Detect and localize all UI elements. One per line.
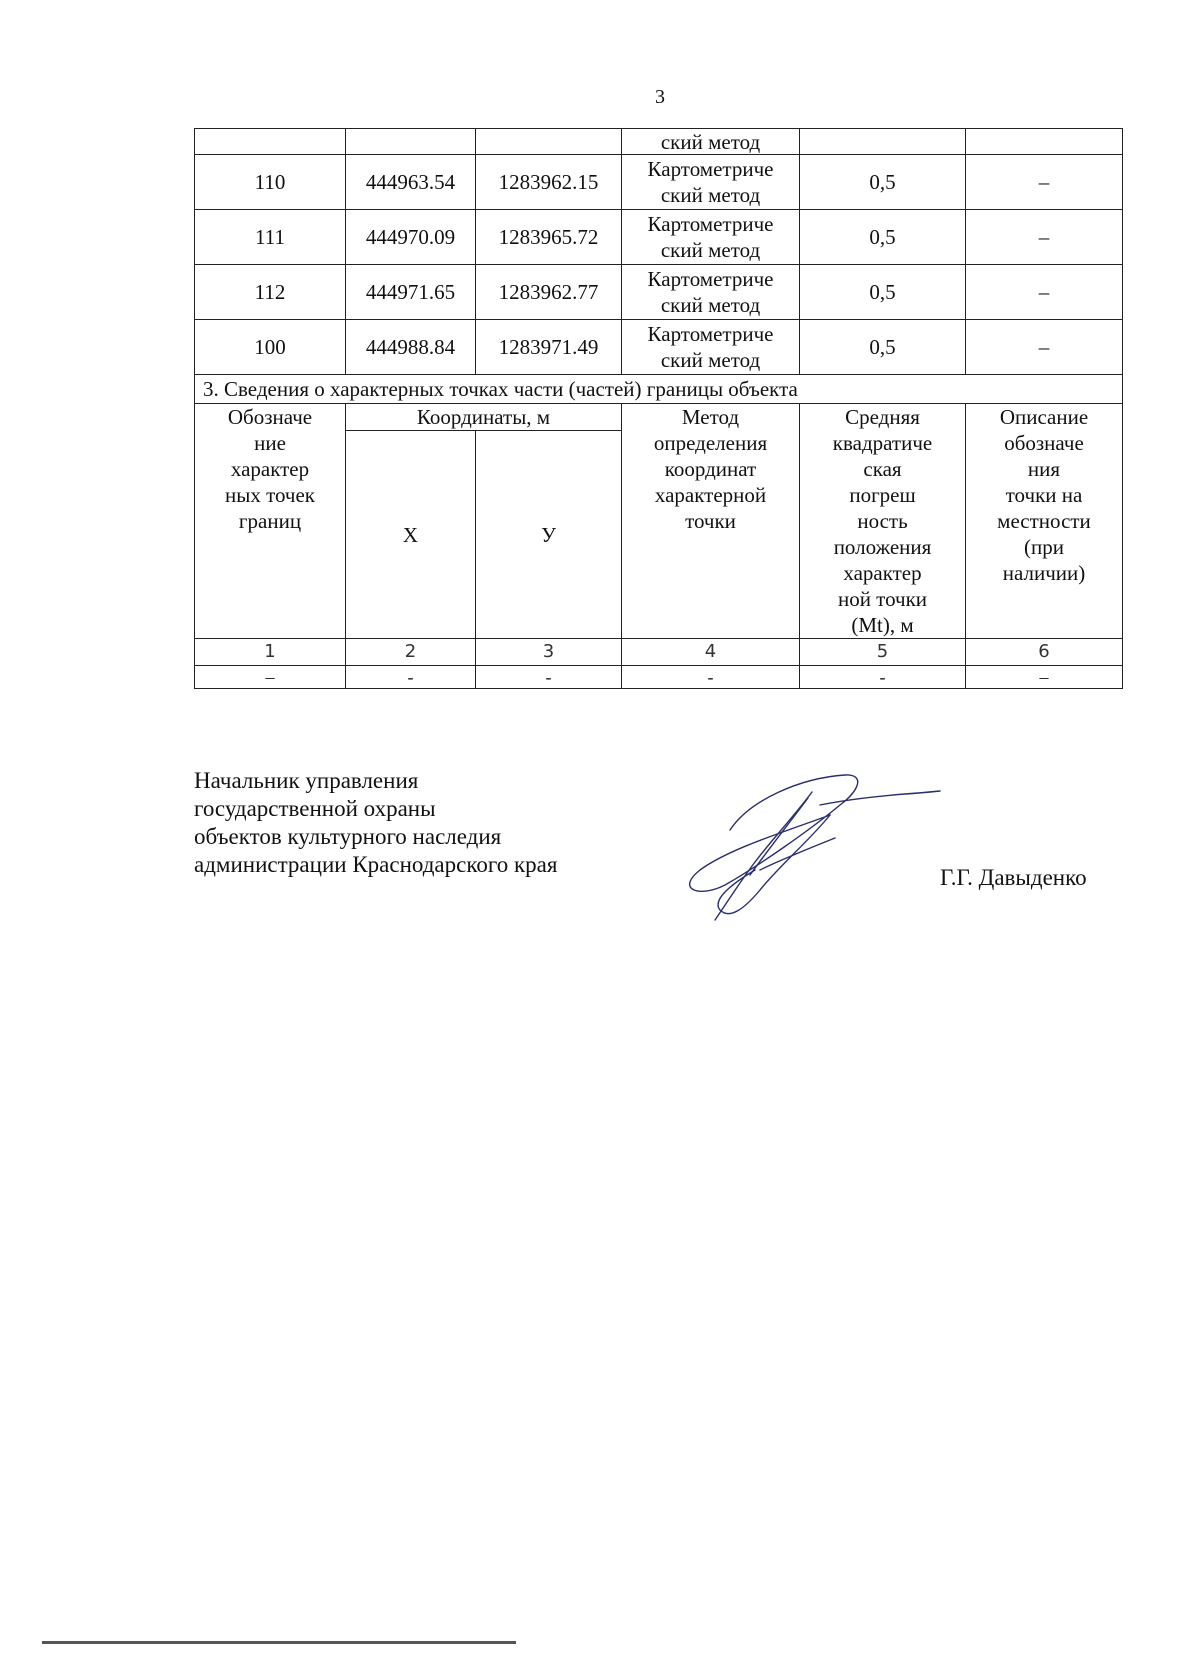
x-cell: 444971.65 [346, 265, 476, 320]
column-number: 6 [966, 639, 1123, 666]
point-cell: 100 [195, 320, 346, 375]
y-cell: 1283965.72 [476, 210, 622, 265]
table-row [195, 265, 1123, 320]
section-title: 3. Сведения о характерных точках части (частей) границы объекта [195, 375, 1123, 404]
header-line: ных точек [224, 483, 316, 507]
method-cell [622, 265, 800, 320]
column-number: 3 [476, 639, 622, 666]
header-line: точки на [1005, 483, 1083, 507]
empty-data-row [195, 666, 1123, 689]
table-cell: ский метод [622, 129, 800, 155]
header-line: (при [1024, 535, 1064, 559]
signatory-name: Г.Г. Давыденко [940, 865, 1087, 890]
table-cell: - [346, 666, 476, 689]
header-line: положения [833, 535, 932, 559]
table-row [195, 155, 1123, 210]
column-number-row [195, 639, 1123, 666]
method-cell [622, 320, 800, 375]
error-cell: 0,5 [800, 155, 966, 210]
footer-divider [42, 1641, 516, 1644]
error-cell: 0,5 [800, 320, 966, 375]
column-number: 2 [346, 639, 476, 666]
header-line: Описание [999, 405, 1089, 429]
header-line: Средняя [845, 405, 920, 429]
header-line: ния [1027, 457, 1061, 481]
header-x: X [346, 431, 476, 639]
table-row [195, 210, 1123, 265]
handwritten-signature [660, 770, 960, 930]
table-cell: – [966, 666, 1123, 689]
table-cell: – [195, 666, 346, 689]
header-line: ность [857, 509, 908, 533]
method-line: Картометриче [647, 157, 774, 181]
table-cell: - [476, 666, 622, 689]
header-error [800, 404, 966, 639]
method-line: Картометриче [647, 267, 774, 291]
page-number: 3 [655, 86, 665, 108]
header-line: ская [863, 457, 902, 481]
point-cell: 111 [195, 210, 346, 265]
header-line: наличии) [1002, 561, 1086, 585]
header-coordinates: Координаты, м [346, 404, 622, 431]
header-line: определения [653, 431, 768, 455]
x-cell: 444963.54 [346, 155, 476, 210]
header-line: (Mt), м [851, 613, 914, 637]
signatory-position [194, 767, 557, 879]
position-line: администрации Краснодарского края [194, 852, 558, 877]
point-cell: 112 [195, 265, 346, 320]
method-line: ский метод [660, 183, 761, 207]
header-line: границ [238, 509, 302, 533]
header-line: квадратиче [832, 431, 933, 455]
header-line: координат [664, 457, 757, 481]
header-line: местности [997, 509, 1091, 533]
desc-cell: – [966, 265, 1123, 320]
header-line: характерной [654, 483, 767, 507]
section-title-row [195, 375, 1123, 404]
header-line: точки [685, 509, 736, 533]
error-cell: 0,5 [800, 210, 966, 265]
header-method [622, 404, 800, 639]
table-cell [346, 129, 476, 155]
header-line: характер [843, 561, 922, 585]
method-line: ский метод [660, 348, 761, 372]
header-line: Обозначе [227, 405, 313, 429]
method-line: ский метод [660, 293, 761, 317]
header-line: характер [230, 457, 310, 481]
header-point [195, 404, 346, 639]
header-y: У [476, 431, 622, 639]
method-line: Картометриче [647, 322, 774, 346]
x-cell: 444988.84 [346, 320, 476, 375]
header-line: погреш [849, 483, 916, 507]
desc-cell: – [966, 320, 1123, 375]
column-number: 1 [195, 639, 346, 666]
header-line: ние [254, 431, 286, 455]
table-cell [800, 129, 966, 155]
method-cell [622, 210, 800, 265]
header-description [966, 404, 1123, 639]
point-cell: 110 [195, 155, 346, 210]
y-cell: 1283962.77 [476, 265, 622, 320]
table-cell: - [800, 666, 966, 689]
table-cell [195, 129, 346, 155]
position-line: государственной охраны [194, 796, 436, 821]
column-number: 4 [622, 639, 800, 666]
y-cell: 1283971.49 [476, 320, 622, 375]
table-cell [476, 129, 622, 155]
header-line: Метод [681, 405, 740, 429]
desc-cell: – [966, 210, 1123, 265]
y-cell: 1283962.15 [476, 155, 622, 210]
header-row [195, 404, 1123, 431]
table-row-continued [195, 129, 1123, 155]
header-line: ной точки [837, 587, 928, 611]
boundary-points-table [194, 128, 1123, 689]
method-line: ский метод [660, 238, 761, 262]
method-cell [622, 155, 800, 210]
header-line: обозначе [1004, 431, 1084, 455]
error-cell: 0,5 [800, 265, 966, 320]
table-cell: - [622, 666, 800, 689]
desc-cell: – [966, 155, 1123, 210]
column-number: 5 [800, 639, 966, 666]
position-line: Начальник управления [194, 768, 419, 793]
table-cell [966, 129, 1123, 155]
method-line: Картометриче [647, 212, 774, 236]
position-line: объектов культурного наследия [194, 824, 502, 849]
table-row [195, 320, 1123, 375]
x-cell: 444970.09 [346, 210, 476, 265]
